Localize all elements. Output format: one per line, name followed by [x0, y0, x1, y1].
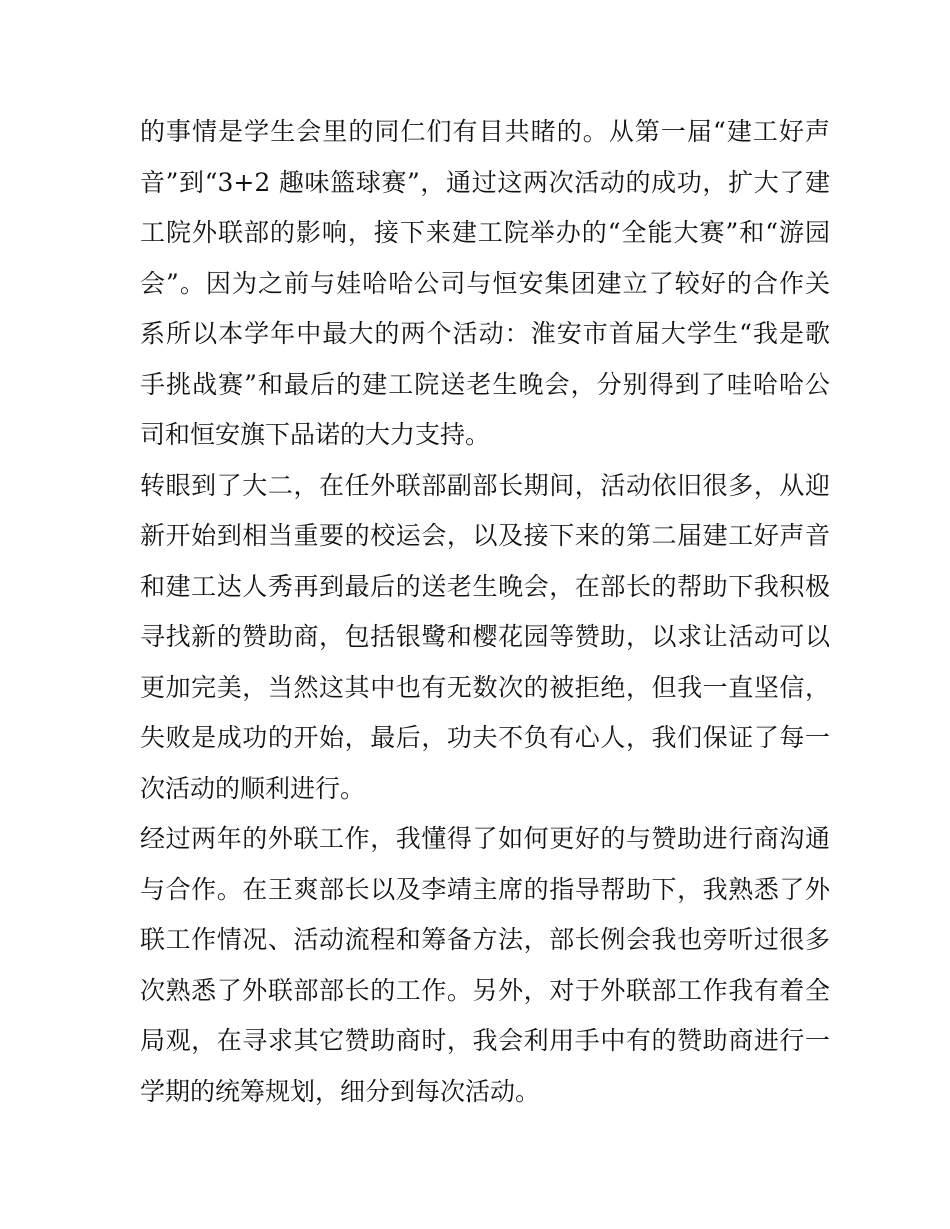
text-line: 联工作情况、活动流程和筹备方法，部长例会我也旁听过很多	[140, 925, 830, 954]
text-line: 会”。因为之前与娃哈哈公司与恒安集团建立了较好的合作关	[140, 268, 830, 298]
text-line: 系所以本学年中最大的两个活动：淮安市首届大学生“我是歌	[140, 319, 830, 348]
text-line: 次熟悉了外联部部长的工作。另外，对于外联部工作我有着全	[140, 975, 830, 1005]
text-line: 经过两年的外联工作，我懂得了如何更好的与赞助进行商沟通	[140, 824, 830, 853]
text-line: 转眼到了大二，在任外联部副部长期间，活动依旧很多，从迎	[140, 470, 830, 500]
text-line: 音”到“3+2 趣味篮球赛”，通过这两次活动的成功，扩大了建	[140, 167, 830, 197]
text-line: 新开始到相当重要的校运会，以及接下来的第二届建工好声音	[140, 521, 830, 550]
text-line: 和建工达人秀再到最后的送老生晚会，在部长的帮助下我积极	[140, 571, 830, 601]
text-line: 的事情是学生会里的同仁们有目共睹的。从第一届“建工好声	[140, 117, 830, 146]
text-line: 与合作。在王爽部长以及李靖主席的指导帮助下，我熟悉了外	[140, 874, 830, 904]
body-text	[140, 107, 830, 1117]
text-line: 次活动的顺利进行。	[140, 773, 366, 803]
text-line: 失败是成功的开始，最后，功夫不负有心人，我们保证了每一	[140, 723, 830, 752]
text-line: 寻找新的赞助商，包括银鹭和樱花园等赞助，以求让活动可以	[140, 622, 830, 651]
text-line: 更加完美，当然这其中也有无数次的被拒绝，但我一直坚信，	[140, 672, 830, 702]
text-line: 司和恒安旗下品诺的大力支持。	[140, 420, 491, 449]
paragraph-1	[140, 107, 830, 461]
text-line: 学期的统筹规划，细分到每次活动。	[140, 1076, 541, 1106]
text-line: 手挑战赛”和最后的建工院送老生晚会，分别得到了哇哈哈公	[140, 369, 830, 399]
paragraph-3	[140, 814, 830, 1117]
paragraph-2	[140, 461, 830, 815]
text-line: 局观，在寻求其它赞助商时，我会利用手中有的赞助商进行一	[140, 1026, 830, 1055]
text-line: 工院外联部的影响，接下来建工院举办的“全能大赛”和“游园	[140, 218, 830, 247]
